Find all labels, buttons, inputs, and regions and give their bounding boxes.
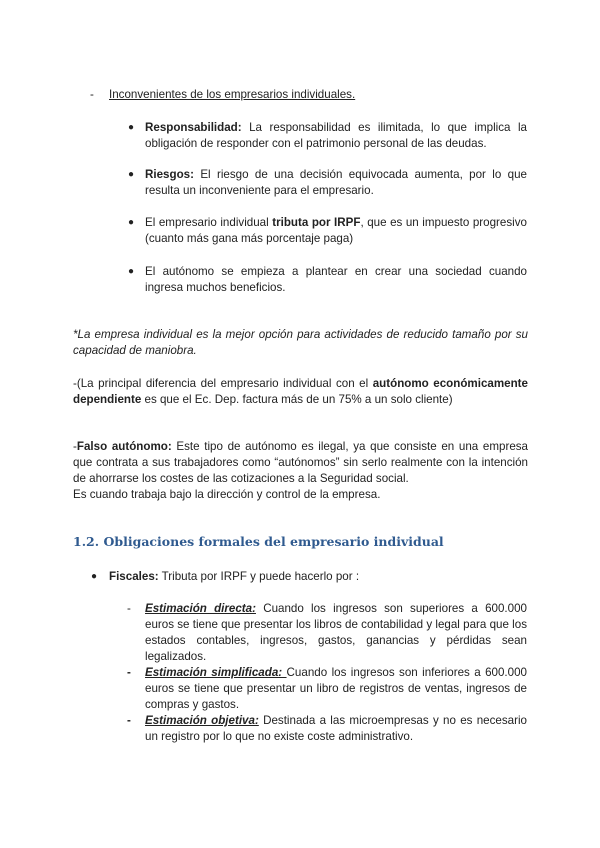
list-dash: -	[90, 88, 94, 101]
paragraph-bold: Falso autónomo:	[76, 440, 172, 453]
list-item	[145, 264, 527, 296]
falso-autonomo-paragraph	[73, 439, 528, 487]
estimacion-text: Cuando los ingresos son inferiores a 600.000 euros se tiene que presentar un libro de registros de ventas, ingresos de compras y gastos.	[145, 666, 527, 711]
note-bold: autónomo económicamente dependiente	[73, 377, 528, 406]
estimacion-item	[145, 713, 527, 745]
list-dash: -	[127, 602, 131, 615]
estimacion-item	[145, 665, 527, 713]
autonomo-note	[73, 376, 528, 408]
estimacion-title: Estimación directa:	[145, 602, 256, 615]
list-item	[145, 215, 527, 247]
list-dash: -	[127, 714, 131, 727]
bullet-icon: ●	[128, 217, 135, 228]
item-text: El riesgo de una decisión equivocada aumenta, por lo que resulta un inconveniente para el empresario.	[145, 168, 527, 197]
fiscales-bold: Fiscales:	[109, 570, 159, 583]
list-item	[145, 120, 527, 152]
section-title-text: Inconvenientes de los empresarios individuales.	[109, 88, 356, 101]
paragraph-dash: -	[73, 440, 77, 453]
bullet-icon: ●	[128, 266, 135, 277]
note-text: -(La principal diferencia del empresario individual con el	[73, 377, 373, 390]
section-title-inconvenientes	[109, 87, 355, 103]
estimacion-title: Estimación objetiva:	[145, 714, 259, 727]
falso-autonomo-line2: Es cuando trabaja bajo la dirección y control de la empresa.	[73, 488, 381, 501]
estimacion-item	[145, 601, 527, 665]
bullet-icon: ●	[128, 169, 135, 180]
estimacion-text: Cuando los ingresos son superiores a 600.000 euros se tiene que presentar los libros de contabilidad y legal para que los estados contables, ingresos, gastos, ganancias y pérdidas sean legalizados.	[145, 602, 527, 663]
item-text: , que es un impuesto progresivo (cuanto más gana más porcentaje paga)	[145, 216, 527, 245]
list-dash: -	[127, 666, 131, 679]
fiscales-text: Tributa por IRPF y puede hacerlo por :	[158, 570, 360, 583]
bullet-icon: ●	[91, 571, 98, 582]
list-item	[145, 167, 527, 199]
italic-note: *La empresa individual es la mejor opción para actividades de reducido tamaño por su capacidad de maniobra.	[73, 328, 528, 357]
item-bold: tributa por IRPF	[272, 216, 361, 229]
estimacion-title: Estimación simplificada:	[145, 666, 287, 679]
paragraph-text: Este tipo de autónomo es ilegal, ya que consiste en una empresa que contrata a sus trabajadores como “autónomos” sin serlo realmente con la intención de ahorrarse los costes de las cotizaciones a la Seguridad social.	[73, 440, 529, 485]
note-text: es que el Ec. Dep. factura más de un 75% a un solo cliente)	[141, 393, 453, 406]
item-bold: Riesgos:	[145, 168, 194, 181]
item-text: La responsabilidad es ilimitada, lo que implica la obligación de responder con el patrimonio personal de las deudas.	[145, 121, 527, 150]
item-text: El autónomo se empieza a plantear en crear una sociedad cuando ingresa muchos beneficios.	[145, 265, 527, 294]
fiscales-item	[109, 569, 359, 585]
section-heading: 1.2. Obligaciones formales del empresario individual	[73, 534, 444, 549]
estimacion-text: Destinada a las microempresas y no es necesario un registro por lo que no existe coste administrativo.	[145, 714, 527, 743]
bullet-icon: ●	[128, 122, 135, 133]
item-text: El empresario individual	[145, 216, 273, 229]
item-bold: Responsabilidad:	[145, 121, 242, 134]
